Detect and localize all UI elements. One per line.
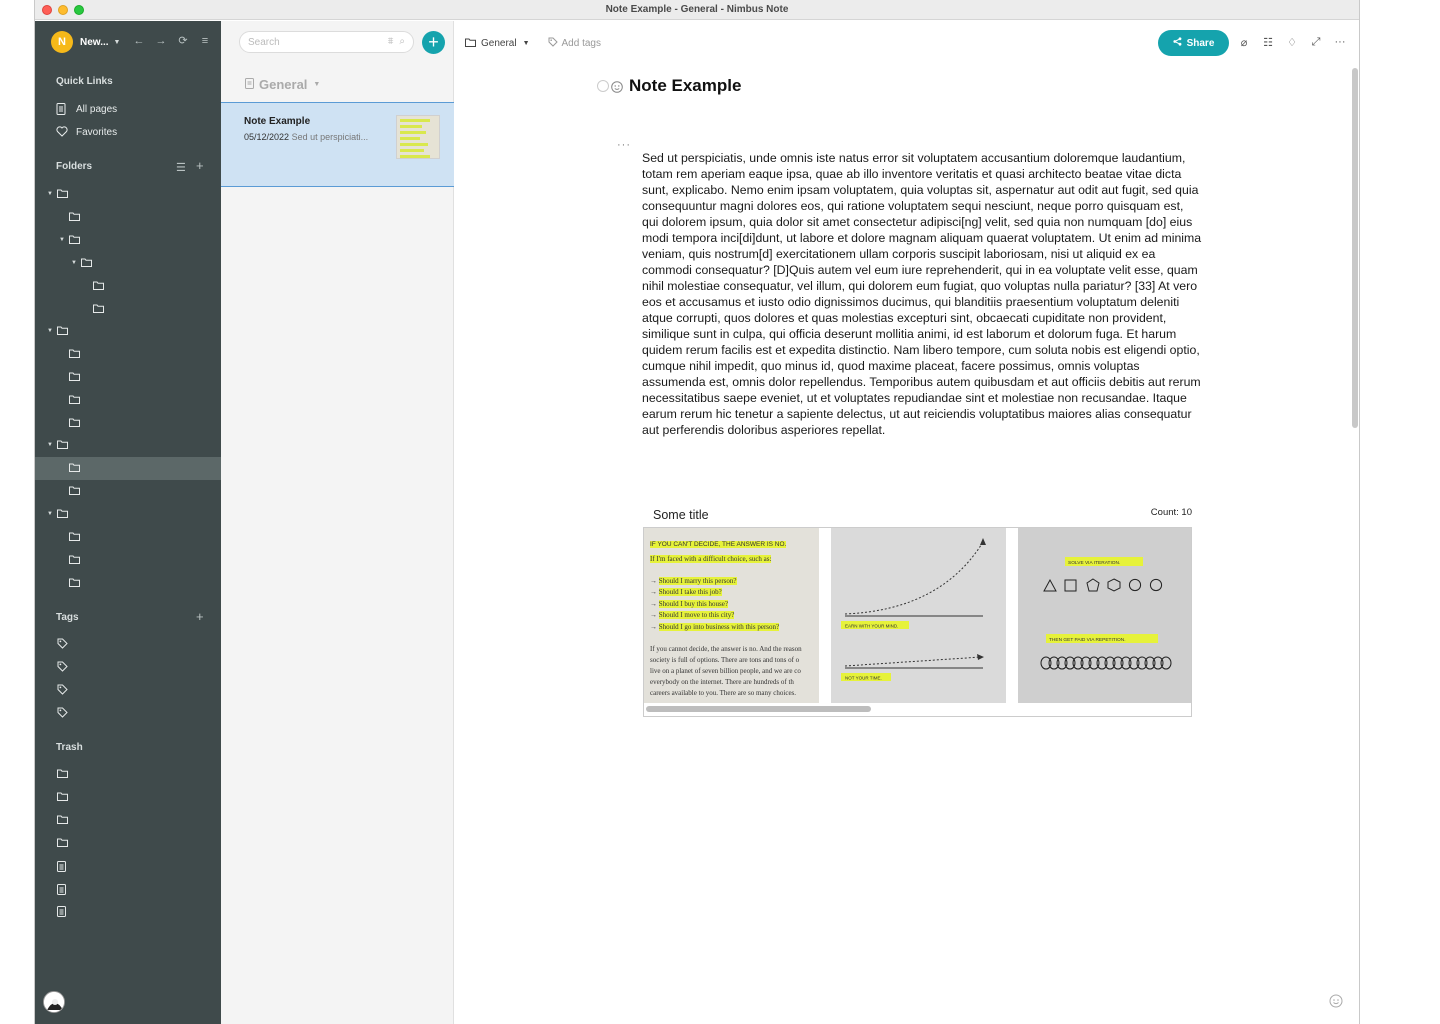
image-text: society is full of options. There are tons and tons of o xyxy=(650,656,800,664)
trash-page-icon[interactable] xyxy=(57,884,68,895)
page-icon xyxy=(56,103,68,115)
back-arrow-icon[interactable]: ← xyxy=(133,35,145,47)
window-title: Note Example - General - Nimbus Note xyxy=(605,4,789,15)
quick-link-label: Favorites xyxy=(76,126,118,138)
folder-icon xyxy=(69,212,80,222)
add-folder-icon[interactable]: + xyxy=(196,158,204,173)
folder-icon xyxy=(69,235,80,245)
gallery-title[interactable]: Some title xyxy=(653,508,709,522)
folder-icon xyxy=(57,509,68,519)
trash-folder-icon[interactable] xyxy=(57,769,68,780)
tag-icon[interactable] xyxy=(57,661,68,672)
note-card-thumbnail xyxy=(396,115,440,159)
note-editor xyxy=(454,21,1360,1024)
search-tools xyxy=(388,36,405,47)
gallery-image[interactable] xyxy=(1018,528,1192,703)
folder-icon xyxy=(465,38,476,50)
quick-link-all-pages[interactable] xyxy=(56,101,117,117)
folder-icon xyxy=(69,555,80,565)
note-list-column xyxy=(221,21,454,1024)
image-text: IF YOU CAN'T DECIDE, THE ANSWER IS NO. xyxy=(650,541,787,548)
gallery-image[interactable] xyxy=(831,528,1006,703)
caret-down-icon: ▼ xyxy=(313,81,321,88)
image-text: SOLVE VIA ITERATION. xyxy=(1068,561,1121,566)
folder-tree-row[interactable] xyxy=(35,229,221,252)
folder-icon xyxy=(57,189,68,199)
folder-tree-row[interactable] xyxy=(35,503,221,526)
folder-icon xyxy=(69,463,80,473)
folder-icon xyxy=(69,418,80,428)
caret-down-icon[interactable]: ▼ xyxy=(522,40,530,47)
heart-icon xyxy=(56,126,68,138)
caret-down-icon: ▼ xyxy=(113,38,121,46)
reminder-bell-icon[interactable]: ♢ xyxy=(1287,37,1297,49)
share-icon xyxy=(1173,37,1182,49)
attachment-icon[interactable]: ⌀ xyxy=(1240,37,1248,49)
image-text: Should I buy this house? xyxy=(658,600,728,608)
editor-toolbar xyxy=(1237,36,1347,49)
gallery-image[interactable]: IF YOU CAN'T DECIDE, THE ANSWER IS NO. If I'm faced with a difficult choice, such as: → Should I marry this person? → Should I take this job? → Should I buy this house? → Should I move to this city? → Should I go into business with this person? If you cannot decide, the answer is no. And the reason society is full of options. There are tons and tons of o live on a planet of seven billion people, and we are co everybody on the internet. There are hundreds of th careers available to you. There are so many choices. xyxy=(644,528,819,703)
tags-title: Tags xyxy=(56,612,79,623)
forward-arrow-icon[interactable]: → xyxy=(155,35,167,47)
table-of-contents-icon[interactable]: ☷ xyxy=(1263,37,1273,49)
user-avatar[interactable] xyxy=(43,991,65,1013)
tag-icon[interactable] xyxy=(57,707,68,718)
title-bar xyxy=(35,0,1359,20)
folder-icon xyxy=(69,395,80,405)
folder-icon xyxy=(69,372,80,382)
image-gallery xyxy=(643,503,1192,717)
folder-tree-row[interactable] xyxy=(35,183,221,206)
note-body[interactable]: Sed ut perspiciatis, unde omnis iste natus error sit voluptatem accusantium doloremque laudantium, totam rem aperiam eaque ipsa, quae ab illo inventore veritatis et quasi architecto beatae vitae dicta sunt, explicabo. Nemo enim ipsam voluptatem, quia voluptas sit, aspernatur aut odit aut fugit, sed quia consequuntur magni dolores eos, qui ratione voluptatem sequi nesciunt, neque porro quisquam est, qui dolorem ipsum, quia dolor sit amet consectetur adipisci[ng] velit, sed quia non numquam [do] eius modi tempora inci[di]dunt, ut labore et dolore magnam aliquam quaerat voluptatem. Ut enim ad minima veniam, quis nostrum[d] exercitationem ullam corporis suscipit laboriosam, nisi ut aliquid ex ea commodi consequatur? [D]Quis autem vel eum iure reprehenderit, qui in ea voluptate velit esse, quam nihil molestiae consequatur, vel illum, qui dolorem eum fugiat, quo voluptas nulla pariatur? [33] At vero eos et accusamus et iusto odio dignissimos ducimus, qui blanditiis praesentium voluptatum deleniti atque corrupti, quos dolores et quas molestias excepturi sint, obcaecati cupiditate non provident, similique sunt in culpa, qui officia deserunt mollitia animi, id est laborum et dolorum fuga. Et harum quidem rerum facilis est et expedita distinctio. Nam libero tempore, cum soluta nobis est eligendi optio, cumque nihil impedit, quo minus id, quod maxime placeat, facere possimus, omnis voluptas assumenda est, omnis dolor repellendus. Temporibus autem quibusdam et aut officiis debitis aut rerum necessitatibus saepe eveniet, ut et voluptates repudiandae sint et molestiae non recusandae. Itaque earum rerum hic tenetur a sapiente delectus, ut aut reiciendis voluptatibus maiores alias consequatur aut perferendis doloribus asperiores repellat. xyxy=(642,151,1202,437)
image-text: If I'm faced with a difficult choice, such as: xyxy=(650,555,772,563)
folder-name: General xyxy=(259,77,308,92)
filter-icon[interactable]: ⩨ xyxy=(387,36,394,47)
add-tags-button[interactable] xyxy=(548,37,601,50)
quick-link-label: All pages xyxy=(76,103,118,115)
add-note-button[interactable]: + xyxy=(422,31,445,54)
gallery-frame xyxy=(643,527,1192,717)
folder-tree-row[interactable] xyxy=(35,343,221,366)
image-text: EARN WITH YOUR MIND. xyxy=(845,623,899,629)
folder-tree-row[interactable] xyxy=(35,275,221,298)
more-options-icon[interactable]: ··· xyxy=(1334,36,1346,48)
expand-caret-icon[interactable]: ▼ xyxy=(71,260,77,266)
image-text: If you cannot decide, the answer is no. And the reason xyxy=(650,645,802,653)
folder-icon xyxy=(81,258,92,268)
quick-link-favorites[interactable] xyxy=(56,124,117,140)
folder-tree-row[interactable] xyxy=(35,434,221,457)
expand-caret-icon[interactable]: ▼ xyxy=(59,237,65,243)
note-header xyxy=(597,76,741,96)
folder-tree-row[interactable] xyxy=(35,572,221,595)
trash-folder-icon[interactable] xyxy=(57,792,68,803)
folder-tree-row[interactable] xyxy=(35,206,221,229)
iteration-shapes-drawing xyxy=(1018,528,1192,703)
image-text: everybody on the internet. There are hundreds of th xyxy=(650,678,794,686)
breadcrumb xyxy=(465,37,601,50)
folder-tree-row[interactable] xyxy=(35,526,221,549)
folder-tree-row[interactable] xyxy=(35,252,221,275)
note-status-circle[interactable] xyxy=(597,80,609,92)
trash-page-icon[interactable] xyxy=(57,906,68,917)
trash-page-icon[interactable] xyxy=(57,861,68,872)
tag-icon[interactable] xyxy=(57,638,68,649)
folder-icon xyxy=(69,349,80,359)
search-box[interactable] xyxy=(239,31,414,53)
folder-tree-row[interactable] xyxy=(35,480,221,503)
note-card-subtitle xyxy=(244,132,389,142)
folder-icon xyxy=(93,281,104,291)
folder-icon xyxy=(69,578,80,588)
expand-caret-icon[interactable]: ▼ xyxy=(47,442,53,448)
sort-icon[interactable]: ☰ xyxy=(176,162,186,174)
image-text: Should I take this job? xyxy=(658,588,722,596)
folder-icon xyxy=(93,304,104,314)
gallery-count: Count: 10 xyxy=(1150,507,1192,518)
note-card-title: Note Example xyxy=(244,116,311,127)
search-input[interactable] xyxy=(248,35,368,49)
folder-tree-row[interactable] xyxy=(35,457,221,480)
image-text: Should I go into business with this person? xyxy=(658,623,780,631)
folder-tree-row[interactable] xyxy=(35,298,221,321)
image-text: Should I move to this city? xyxy=(658,611,735,619)
trash-folder-icon[interactable] xyxy=(57,838,68,849)
image-text: Should I marry this person? xyxy=(658,577,737,585)
expand-caret-icon[interactable]: ▼ xyxy=(47,191,53,197)
share-button[interactable] xyxy=(1158,30,1229,56)
folder-tree-row[interactable] xyxy=(35,366,221,389)
image-text: NOT YOUR TIME. xyxy=(845,675,882,681)
share-label: Share xyxy=(1186,37,1215,49)
breadcrumb-folder[interactable]: General xyxy=(481,38,517,49)
gallery-scrollbar[interactable] xyxy=(646,706,871,712)
folders-title: Folders xyxy=(56,161,93,172)
trash-folder-icon[interactable] xyxy=(57,815,68,826)
emoji-reaction-icon[interactable] xyxy=(1329,994,1343,1008)
tag-icon xyxy=(548,37,558,50)
image-text: live on a planet of seven billion people, and we are co xyxy=(650,667,801,675)
editor-scrollbar[interactable] xyxy=(1352,68,1358,428)
folder-tree-row[interactable] xyxy=(35,389,221,412)
folder-tree-row[interactable] xyxy=(35,549,221,572)
note-title[interactable]: Note Example xyxy=(629,76,742,95)
sync-icon[interactable]: ⟳ xyxy=(178,35,188,47)
folder-tree-row[interactable] xyxy=(35,320,221,343)
search-icon[interactable]: ⌕ xyxy=(399,36,405,47)
folder-page-icon xyxy=(245,77,254,92)
note-card-date: 05/12/2022 xyxy=(244,132,290,142)
add-tag-icon[interactable]: + xyxy=(196,609,204,624)
add-emoji-icon[interactable] xyxy=(611,80,623,92)
workspace-switcher[interactable] xyxy=(51,31,120,53)
tag-icon[interactable] xyxy=(57,684,68,695)
quick-links-title: Quick Links xyxy=(56,76,113,87)
folder-icon xyxy=(57,326,68,336)
folder-selector[interactable] xyxy=(245,77,320,92)
image-text: careers available to you. There are so many choices. xyxy=(650,689,797,697)
app-window xyxy=(34,0,1360,1024)
folder-icon xyxy=(57,440,68,450)
collapse-sidebar-icon[interactable]: ≡ xyxy=(201,35,209,47)
folder-icon xyxy=(69,486,80,496)
trash-title[interactable]: Trash xyxy=(56,742,83,753)
workspace-avatar: N xyxy=(51,31,73,53)
nav-buttons xyxy=(132,34,212,48)
note-card[interactable] xyxy=(221,102,454,187)
growth-curve-drawing xyxy=(831,528,1006,703)
folder-tree-row[interactable] xyxy=(35,412,221,435)
expand-caret-icon[interactable]: ▼ xyxy=(47,328,53,334)
block-menu-icon[interactable]: ··· xyxy=(617,139,631,151)
folder-icon xyxy=(69,532,80,542)
note-card-preview: Sed ut perspiciati... xyxy=(291,132,369,142)
fullscreen-icon[interactable]: ⤢ xyxy=(1311,36,1321,48)
sidebar xyxy=(35,21,221,1024)
image-text: THEN GET PAID VIA REPETITION. xyxy=(1049,638,1126,643)
workspace-name: New... xyxy=(80,36,109,48)
expand-caret-icon[interactable]: ▼ xyxy=(47,511,53,517)
add-tags-label: Add tags xyxy=(561,38,601,49)
